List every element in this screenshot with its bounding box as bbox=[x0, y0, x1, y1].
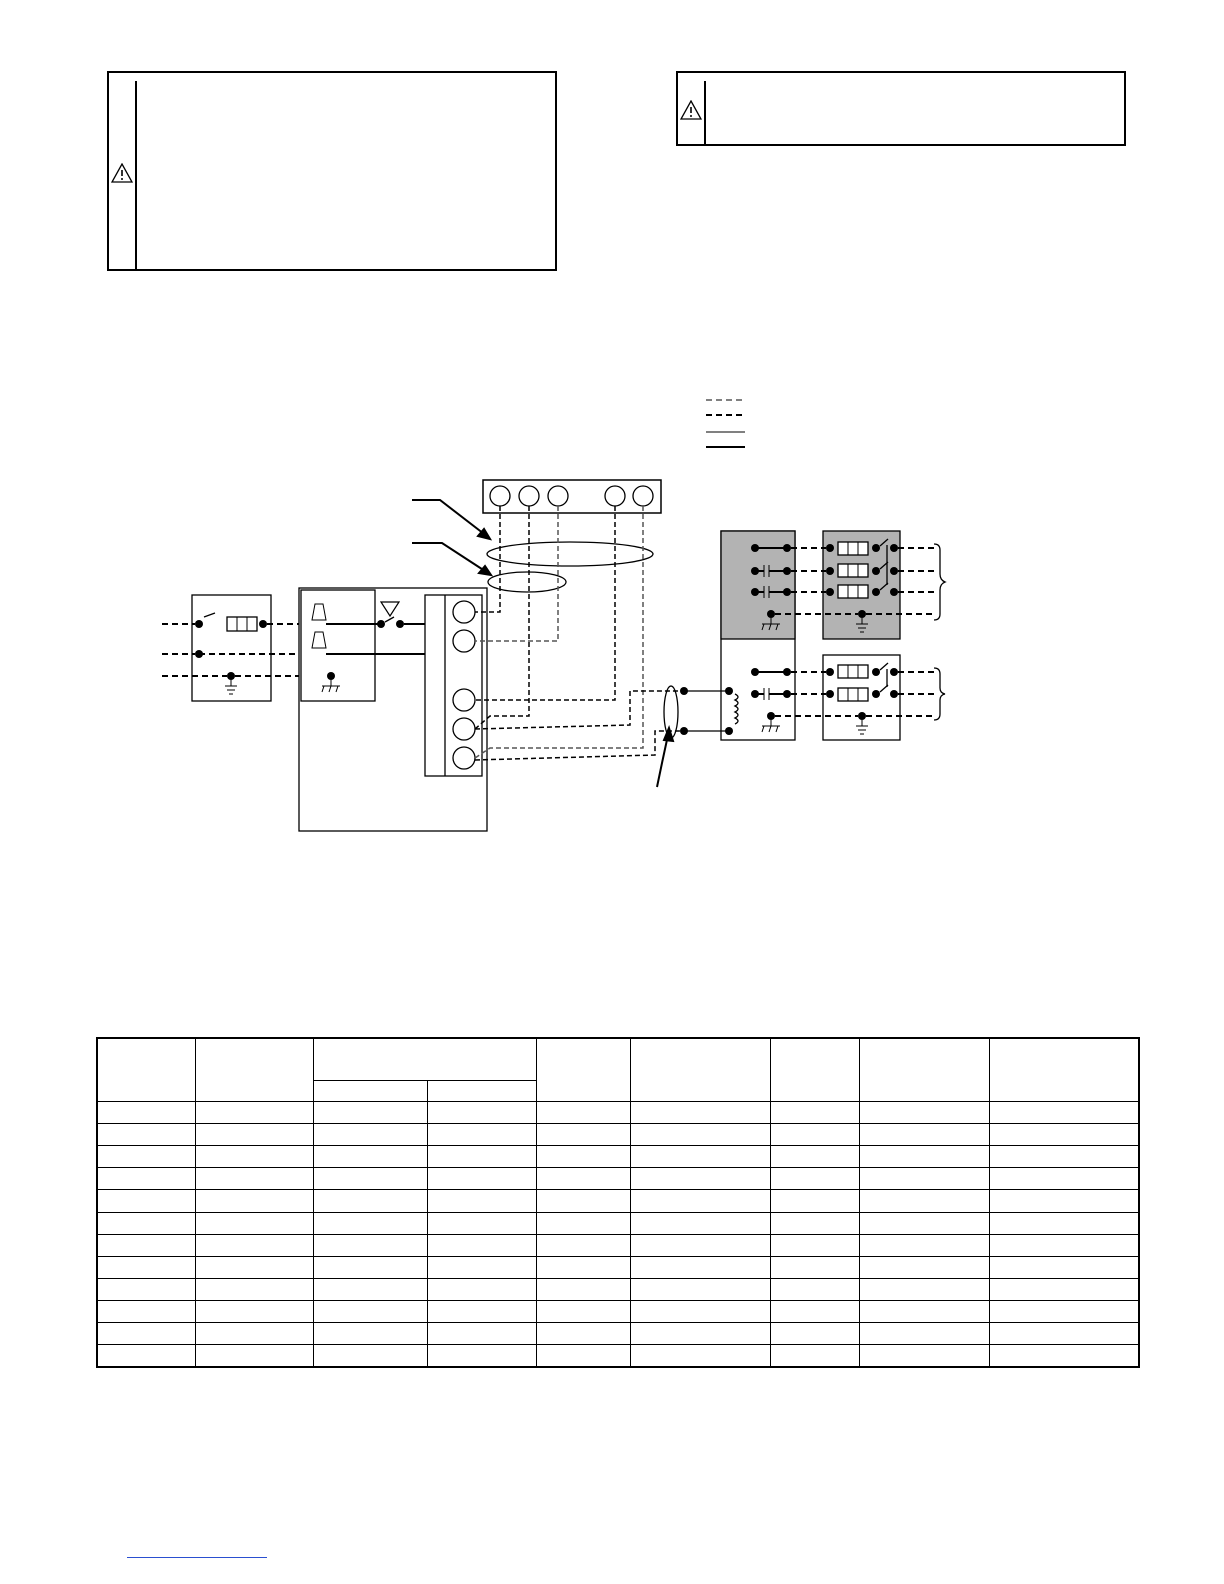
table-cell bbox=[630, 1256, 770, 1278]
table-cell bbox=[313, 1345, 427, 1367]
table-cell bbox=[427, 1168, 536, 1190]
warning-triangle-icon bbox=[111, 163, 133, 183]
warning-triangle-icon bbox=[680, 100, 702, 120]
table-row bbox=[97, 1124, 1139, 1146]
table-row bbox=[97, 1278, 1139, 1300]
table-cell bbox=[97, 1212, 195, 1234]
table-cell bbox=[427, 1345, 536, 1367]
table-cell bbox=[536, 1301, 630, 1323]
table-cell bbox=[536, 1256, 630, 1278]
table-cell bbox=[97, 1278, 195, 1300]
table-cell bbox=[770, 1124, 859, 1146]
table-cell bbox=[859, 1345, 989, 1367]
table-cell bbox=[97, 1234, 195, 1256]
table-cell bbox=[536, 1168, 630, 1190]
table-cell bbox=[313, 1301, 427, 1323]
table-cell bbox=[770, 1234, 859, 1256]
table-cell bbox=[989, 1146, 1139, 1168]
table-cell bbox=[770, 1323, 859, 1345]
table-cell bbox=[536, 1124, 630, 1146]
table-cell bbox=[427, 1256, 536, 1278]
table-cell bbox=[97, 1345, 195, 1367]
table-cell bbox=[313, 1212, 427, 1234]
table-cell bbox=[536, 1212, 630, 1234]
table-cell bbox=[427, 1301, 536, 1323]
table-cell bbox=[770, 1301, 859, 1323]
table-cell bbox=[195, 1278, 313, 1300]
table-cell bbox=[313, 1101, 427, 1123]
table-cell bbox=[97, 1146, 195, 1168]
brace-upper bbox=[934, 544, 945, 620]
table-cell bbox=[989, 1190, 1139, 1212]
table-cell bbox=[859, 1190, 989, 1212]
table-cell bbox=[427, 1278, 536, 1300]
table-cell bbox=[313, 1323, 427, 1345]
table-cell bbox=[630, 1190, 770, 1212]
table-header-cell bbox=[97, 1038, 195, 1101]
table-cell bbox=[630, 1345, 770, 1367]
table-cell bbox=[770, 1168, 859, 1190]
table-cell bbox=[427, 1212, 536, 1234]
table-cell bbox=[313, 1278, 427, 1300]
footer-link-underline[interactable] bbox=[127, 1557, 267, 1558]
control-wires bbox=[475, 506, 684, 760]
table-cell bbox=[989, 1234, 1139, 1256]
table-row bbox=[97, 1301, 1139, 1323]
table-row bbox=[97, 1345, 1139, 1367]
table-cell bbox=[989, 1212, 1139, 1234]
table-cell bbox=[859, 1212, 989, 1234]
table-cell bbox=[859, 1168, 989, 1190]
table-row bbox=[97, 1168, 1139, 1190]
table-cell bbox=[989, 1168, 1139, 1190]
specification-table bbox=[96, 1037, 1140, 1368]
warning-divider bbox=[704, 81, 706, 144]
table-cell bbox=[195, 1234, 313, 1256]
relay-panel bbox=[684, 531, 795, 740]
table-cell bbox=[97, 1168, 195, 1190]
table-header-cell bbox=[313, 1080, 427, 1101]
table-cell bbox=[770, 1146, 859, 1168]
table-row bbox=[97, 1323, 1139, 1345]
accessory-box-upper bbox=[823, 531, 900, 639]
table-cell bbox=[536, 1345, 630, 1367]
table-header-cell bbox=[536, 1038, 630, 1101]
table-cell bbox=[313, 1256, 427, 1278]
table-cell bbox=[313, 1190, 427, 1212]
table-cell bbox=[770, 1345, 859, 1367]
table-cell bbox=[989, 1101, 1139, 1123]
table-cell bbox=[859, 1256, 989, 1278]
table-cell bbox=[427, 1101, 536, 1123]
table-cell bbox=[195, 1301, 313, 1323]
table-row bbox=[97, 1101, 1139, 1123]
table-header-cell bbox=[989, 1038, 1139, 1101]
table-cell bbox=[630, 1101, 770, 1123]
warning-divider bbox=[135, 81, 137, 269]
table-cell bbox=[630, 1278, 770, 1300]
table-row bbox=[97, 1190, 1139, 1212]
table-cell bbox=[97, 1124, 195, 1146]
table-row bbox=[97, 1212, 1139, 1234]
wiring-diagram bbox=[0, 380, 1224, 850]
table-cell bbox=[859, 1146, 989, 1168]
table-cell bbox=[859, 1124, 989, 1146]
table-cell bbox=[989, 1256, 1139, 1278]
table-cell bbox=[97, 1256, 195, 1278]
table-cell bbox=[989, 1278, 1139, 1300]
table-cell bbox=[989, 1124, 1139, 1146]
table-cell bbox=[859, 1101, 989, 1123]
table-cell bbox=[630, 1212, 770, 1234]
table-cell bbox=[859, 1234, 989, 1256]
table-header-cell bbox=[859, 1038, 989, 1101]
table-cell bbox=[770, 1256, 859, 1278]
table-cell bbox=[97, 1301, 195, 1323]
table-cell bbox=[195, 1124, 313, 1146]
table-header-row bbox=[97, 1038, 1139, 1080]
control-enclosure bbox=[299, 588, 487, 831]
table-cell bbox=[195, 1256, 313, 1278]
shielded-cable-ellipse bbox=[664, 686, 678, 738]
line-legend bbox=[706, 400, 745, 447]
table-cell bbox=[536, 1101, 630, 1123]
brace-lower bbox=[934, 668, 945, 720]
table-header-cell bbox=[427, 1080, 536, 1101]
table-cell bbox=[195, 1146, 313, 1168]
table-row bbox=[97, 1234, 1139, 1256]
table-row bbox=[97, 1256, 1139, 1278]
table-cell bbox=[97, 1323, 195, 1345]
table-cell bbox=[859, 1323, 989, 1345]
table-cell bbox=[630, 1124, 770, 1146]
table-cell bbox=[97, 1101, 195, 1123]
table-header-cell bbox=[770, 1038, 859, 1101]
table-cell bbox=[536, 1190, 630, 1212]
table-cell bbox=[313, 1124, 427, 1146]
table-cell bbox=[195, 1212, 313, 1234]
table-cell bbox=[536, 1146, 630, 1168]
table-cell bbox=[859, 1301, 989, 1323]
table-cell bbox=[195, 1190, 313, 1212]
cable-bundle-large bbox=[487, 542, 653, 566]
table-cell bbox=[770, 1101, 859, 1123]
table-cell bbox=[195, 1101, 313, 1123]
table-cell bbox=[630, 1234, 770, 1256]
table-cell bbox=[427, 1234, 536, 1256]
table-cell bbox=[630, 1301, 770, 1323]
table-cell bbox=[427, 1124, 536, 1146]
accessory-box-lower bbox=[823, 655, 900, 740]
table-cell bbox=[630, 1168, 770, 1190]
table-cell bbox=[427, 1323, 536, 1345]
table-cell bbox=[989, 1345, 1139, 1367]
table-cell bbox=[427, 1190, 536, 1212]
table-row bbox=[97, 1146, 1139, 1168]
table-cell bbox=[536, 1323, 630, 1345]
warning-box-right bbox=[676, 71, 1126, 146]
table-cell bbox=[427, 1146, 536, 1168]
table-cell bbox=[195, 1323, 313, 1345]
table-cell bbox=[313, 1168, 427, 1190]
table-cell bbox=[770, 1190, 859, 1212]
table-cell bbox=[313, 1146, 427, 1168]
table-cell bbox=[195, 1168, 313, 1190]
table-cell bbox=[97, 1190, 195, 1212]
table-cell bbox=[859, 1278, 989, 1300]
table-cell bbox=[630, 1323, 770, 1345]
table-cell bbox=[630, 1146, 770, 1168]
table-header-cell bbox=[313, 1038, 536, 1080]
table-cell bbox=[313, 1234, 427, 1256]
table-cell bbox=[770, 1278, 859, 1300]
table-cell bbox=[989, 1323, 1139, 1345]
table-cell bbox=[195, 1345, 313, 1367]
table-cell bbox=[770, 1212, 859, 1234]
disconnect-switch-box bbox=[192, 595, 271, 701]
table-header-cell bbox=[630, 1038, 770, 1101]
thermostat-terminal-block bbox=[483, 480, 661, 513]
table-header-cell bbox=[195, 1038, 313, 1101]
table-cell bbox=[536, 1234, 630, 1256]
warning-box-left bbox=[107, 71, 557, 271]
table-cell bbox=[989, 1301, 1139, 1323]
table-cell bbox=[536, 1278, 630, 1300]
